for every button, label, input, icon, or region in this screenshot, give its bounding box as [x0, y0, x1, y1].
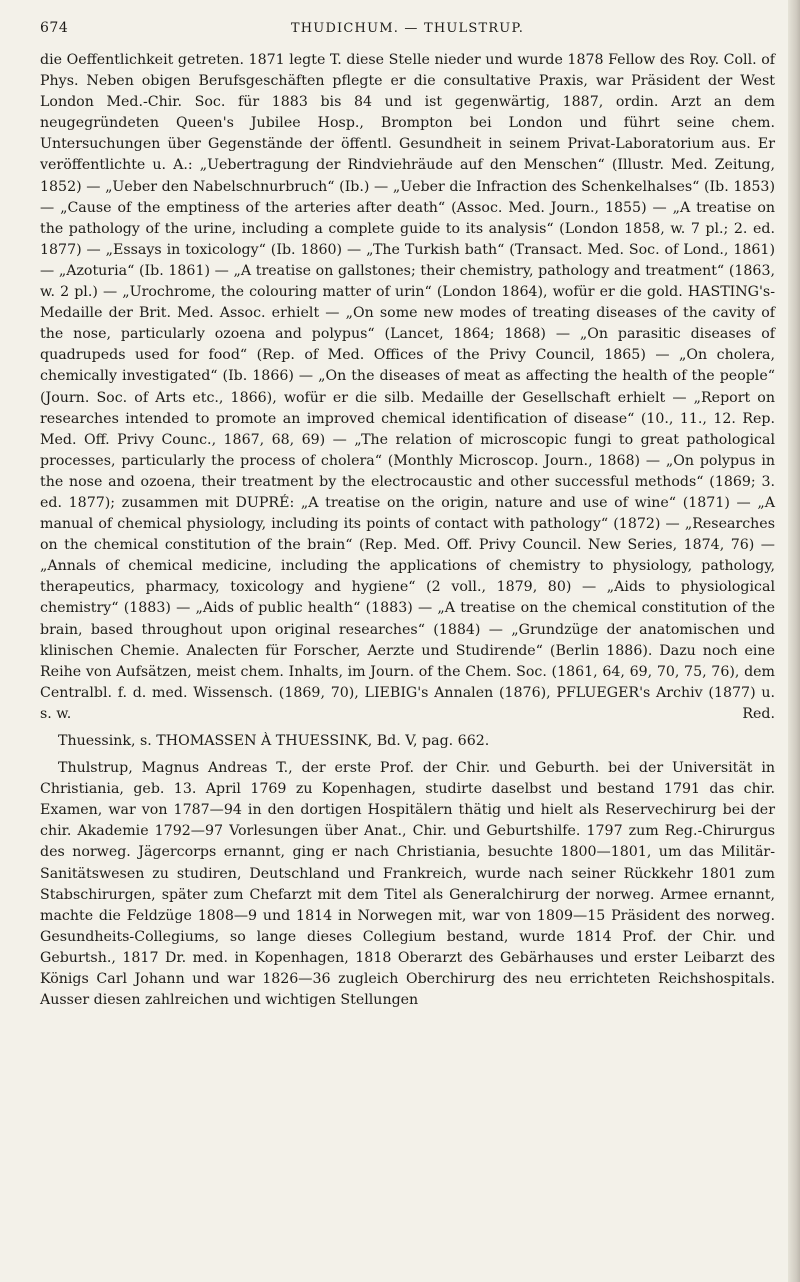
thudichum-text: die Oeffentlichkeit getreten. 1871 legte T. diese Stelle nieder und wurde 1878 Fellow des Roy. Coll. of Phys. Neben obigen Berufsgeschäften pflegte er die consultative Praxis, war Präsident der West London Med.-Chir. Soc. für 1883 bis 84 und ist gegenwärtig, 1887, ordin. Arzt an dem neugegründeten Queen's Jubilee Hosp., Brompton bei London und führt seine chem. Untersuchungen über Gegenstände der öffentl. Gesundheit in seinem Privat-Laboratorium aus. Er veröffentlichte u. A.: „Uebertragung der Rindviehräude auf den Menschen“ (Illustr. Med. Zeitung, 1852) — „Ueber den Nabelschnurbruch“ (Ib.) — „Ueber die Infraction des Schenkelhalses“ (Ib. 1853) — „Cause of the emptiness of the arteries after death“ (Assoc. Med. Journ., 1855) — „A treatise on the pathology of the urine, including a complete guide to its analysis“ (London 1858, w. 7 pl.; 2. ed. 1877) — „Essays in toxicology“ (Ib. 1860) — „The Turkish bath“ (Transact. Med. Soc. of Lond., 1861) — „Azoturia“ (Ib. 1861) — „A treatise on gallstones; their chemistry, pathology and treatment“ (1863, w. 2 pl.) — „Urochrome, the colouring matter of urin“ (London 1864), wofür er die gold. HASTING's-Medaille der Brit. Med. Assoc. erhielt — „On some new modes of treating diseases of the cavity of the nose, particularly ozoena and polypus“ (Lancet, 1864; 1868) — „On parasitic diseases of quadrupeds used for food“ (Rep. of Med. Offices of the Privy Council, 1865) — „On cholera, chemically investigated“ (Ib. 1866) — „On the diseases of meat as affecting the health of the people“ (Journ. Soc. of Arts etc., 1866), wofür er die silb. Medaille der Gesellschaft erhielt — „Report on researches intended to promote an improved chemical identification of disease“ (10., 11., 12. Rep. Med. Off. Privy Counc., 1867, 68, 69) — „The relation of microscopic fungi to great pathological processes, particularly the process of cholera“ (Monthly Microscop. Journ., 1868) — „On polypus in the nose and ozoena, their treatment by the electrocaustic and other successful methods“ (1869; 3. ed. 1877); zusammen mit DUPRÉ: „A treatise on the origin, nature and use of wine“ (1871) — „A manual of chemical physiology, including its points of contact with pathology“ (1872) — „Researches on the chemical constitution of the brain“ (Rep. Med. Off. Privy Council. New Series, 1874, 76) — „Annals of chemical medicine, including the applications of chemistry to physiology, pathology, therapeutics, pharmacy, toxicology and hygiene“ (2 voll., 1879, 80) — „Aids to physiological chemistry“ (1883) — „Aids of public health“ (1883) — „A treatise on the chemical constitution of the brain, based throughout upon original researches“ (1884) — „Grundzüge der anatomischen und klinischen Chemie. Analecten für Forscher, Aerzte und Studirende“ (Berlin 1886). Dazu noch eine Reihe von Aufsätzen, meist chem. Inhalts, im Journ. of the Chem. Soc. (1861, 64, 69, 70, 75, 76), dem Centralbl. f. d. med. Wissensch. (1869, 70), LIEBIG's Annalen (1876), PFLUEGER's Archiv (1877) u. s. w. — [40, 52, 775, 722]
thulstrup-entry: Thulstrup, Magnus Andreas T., der erste Prof. der Chir. und Geburth. bei der Universität in Christiania, geb. 13. April 1769 zu Kopenhagen, studirte daselbst und bestand 1791 das chir. Examen, war von 1787—94 in den dortigen Hospitälern thätig und hielt als Reservechirurg bei der chir. Akademie 1792—97 Vorlesungen über Anat., Chir. und Geburtshilfe. 1797 zum Reg.-Chirurgus des norweg. Jägercorps ernannt, ging er nach Christiania, besuchte 1800—1801, um das Militär-Sanitätswesen zu studiren, Deutschland und Frankreich, wurde nach seiner Rückkehr 1801 zum Stabschirurgen, später zum Chefarzt mit dem Titel als Generalchirurg der norweg. Armee ernannt, machte die Feldzüge 1808—9 und 1814 in Norwegen mit, war von 1809—15 Präsident des norweg. Gesundheits-Collegiums, so lange dieses Collegium bestand, wurde 1814 Prof. der Chir. und Geburtsh., 1817 Dr. med. in Kopenhagen, 1818 Oberarzt des Gebärhauses und erster Leibarzt des Königs Carl Johann und war 1826—36 zugleich Oberchirurg des neu errichteten Reichshospitals. Ausser diesen zahlreichen und wichtigen Stellungen — [40, 760, 775, 1009]
body-text — [40, 50, 775, 1011]
thudichum-entry-continuation — [40, 50, 775, 725]
book-page — [40, 0, 775, 1282]
thuessink-entry: Thuessink, s. THOMASSEN À THUESSINK, Bd. V, pag. 662. — [58, 733, 490, 749]
author-signature: Red. — [742, 705, 775, 722]
page-number: 674 — [40, 20, 69, 36]
running-head: THUDICHUM. — THULSTRUP. — [290, 21, 525, 36]
page-edge-shadow — [788, 0, 800, 1282]
page-header — [40, 20, 775, 42]
